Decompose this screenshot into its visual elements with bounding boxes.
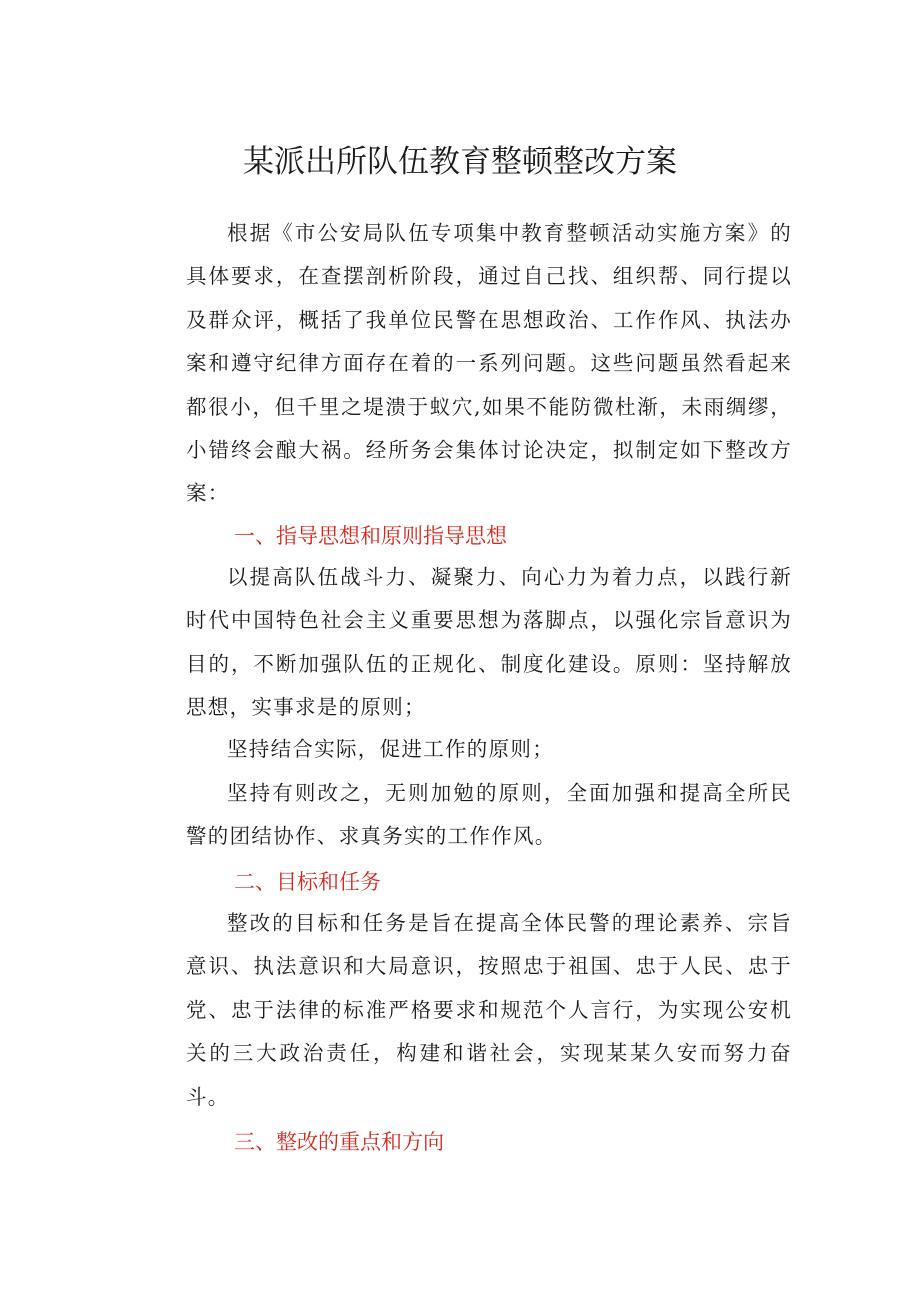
document-title: 某派出所队伍教育整顿整改方案 [243,144,677,180]
section-heading-focus-direction: 三、整改的重点和方向 [234,1130,444,1154]
section-paragraph: 整改的目标和任务是旨在提高全体民警的理论素养、宗旨意识、执法意识和大局意识，按照忠于祖国、忠于人民、忠于党、忠于法律的标准严格要求和规范个人言行，为实现公安机关的三大政治责任，构建和谐社会，实现某某久安而努力奋斗。 [186,911,792,1109]
section-paragraph: 坚持结合实际，促进工作的原则； [227,737,554,761]
section-heading-goals-tasks: 二、目标和任务 [234,870,381,894]
section-heading-guiding-principles: 一、指导思想和原则指导思想 [234,524,507,548]
section-paragraph: 坚持有则改之，无则加勉的原则，全面加强和提高全所民警的团结协作、求真务实的工作作风。 [186,781,792,849]
intro-paragraph: 根据《市公安局队伍专项集中教育整顿活动实施方案》的具体要求，在查摆剖析阶段，通过自己找、组织帮、同行提以及群众评，概括了我单位民警在思想政治、工作作风、执法办案和遵守纪律方面存在着的一系列问题。这些问题虽然看起来都很小，但千里之堤溃于蚁穴,如果不能防微杜渐，未雨绸缪，小错终会酿大祸。经所务会集体讨论决定，拟制定如下整改方案： [186,221,792,506]
section-paragraph: 以提高队伍战斗力、凝聚力、向心力为着力点，以践行新时代中国特色社会主义重要思想为落脚点，以强化宗旨意识为目的，不断加强队伍的正规化、制度化建设。原则：坚持解放思想，实事求是的原则； [186,565,792,720]
